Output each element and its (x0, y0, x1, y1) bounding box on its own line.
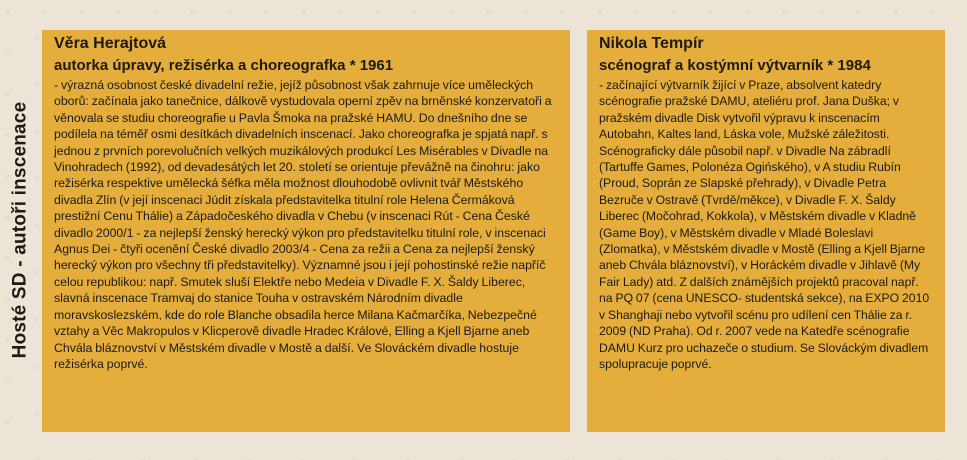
author-role: scénograf a kostýmní výtvarník * 1984 (599, 57, 871, 74)
author-panel-vera-herajtova (42, 30, 570, 432)
author-bio: - začínající výtvarník žijící v Praze, absolvent katedry scénografie pražské DAMU, ateliéru prof. Jana Duška; v pražském divadle Disk vytvořil výpravu k inscenacím Autobahn, Kaltes land, Láska vole, Mužské záležitosti. Scénograficky dále působil např. v Divadle Na zábradlí (Tartuffe Games, Polonéza Ogińského), v A studiu Rubín (Proud, Soprán ze Slapské přehrady), v Divadle Petra Bezruče v Ostravě (Tvrdě/měkce), v Divadle F. X. Šaldy Liberec (Močohrad, Kokkola), v Městském divadle v Kladně (Game Boy), v Městském divadle v Mladé Boleslavi (Zlomatka), v Městském divadle v Mostě (Elling a Kjell Bjarne aneb Chvála bláznovství), v Horáckém divadle v Jihlavě (My Fair Lady) atd. Z dalších známějších projektů pracoval např. na PQ 07 (cena UNESCO- studentská sekce), na EXPO 2010 v Shanghaji nebo vytvořil scénu pro udílení cen Thálie za r. 2009 (ND Praha). Od r. 2007 vede na Katedře scénografie DAMU Kurz pro uchazeče o studium. Se Slováckým divadlem spolupracuje poprvé. (599, 78, 930, 371)
author-name: Věra Herajtová (54, 35, 167, 52)
author-role: autorka úpravy, režisérka a choreografka * 1961 (54, 57, 394, 74)
author-bio: - výrazná osobnost české divadelní režie, jejíž působnost však zahrnuje více uměleckých oborů: začínala jako tanečnice, dálkově vystudovala operní zpěv na brněnské konzervatoři a věnovala se studiu choreografie u Pavla Šmoka na pražské HAMU. Do dnešního dne se podílela na téměř osmi desítkách divadelních inscenací. Jako choreografka je spjatá např. s jednou z prvních porevolučních velkých muzikálových produkcí Les Misérables v Divadle na Vinohradech (1992), od devadesátých let 20. století se orientuje převážně na činohru: jako režisérka respektive umělecká šéfka měla možnost dlouhodobě ovlivnit tvář Městského divadla Zlín (v její inscenaci Júdit získala představitelka titulní role Helena Čermáková prestižní Cenu Thálie) a Západočeského divadla v Chebu (v inscenaci Rút - Cena České divadlo 2000/1 - za nejlepší ženský herecký výkon pro představitelku titulní role, v inscenaci Agnus Dei - čtyři ocenění České divadlo 2003/4 - Cena za režii a Cena za nejlepší ženský herecký výkon pro všechny tři představitelky). Významné jsou i její pohostinské režie napříč celou republikou: např. Smutek sluší Elektře nebo Medeia v Divadle F. X. Šaldy Liberec, slavná inscenace Tramvaj do stanice Touha v ostravském Národním divadle moravskoslezském, kde do role Blanche obsadila herce Milana Kačmarčíka, Nebezpečné vztahy a Věc Makropulos v Klicperově divadle Hradec Králové, Elling a Kjell Bjarne aneb Chvála bláznovství v Městském divadle v Mostě a další. Ve Slováckém divadle hostuje režisérka poprvé. (54, 78, 552, 371)
author-panel-nikola-tempir (587, 30, 945, 432)
vertical-section-title (0, 0, 40, 460)
author-name: Nikola Tempír (599, 35, 704, 52)
section-title-text: Hosté SD - autoři inscenace (9, 101, 31, 359)
